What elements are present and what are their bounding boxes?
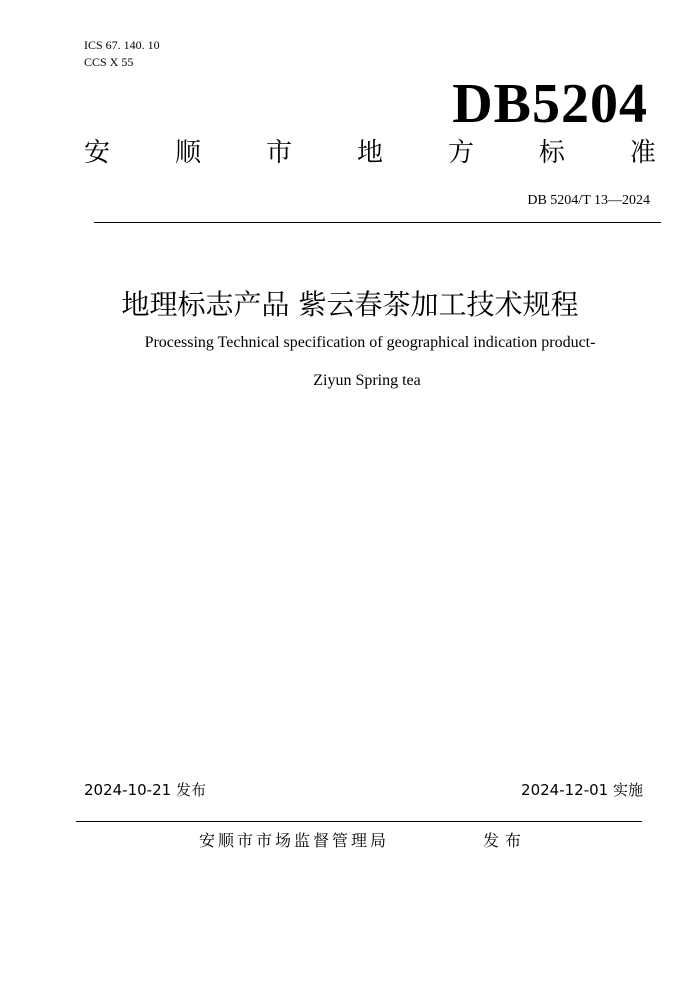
- standard-type: [84, 135, 656, 171]
- standard-type-char: 准: [629, 138, 656, 168]
- standard-type-char: 安: [84, 138, 111, 168]
- title-chinese: 地理标志产品 紫云春茶加工技术规程: [121, 288, 579, 321]
- issue-label: 发布: [483, 831, 528, 850]
- header-divider: [94, 222, 661, 223]
- ics-code: ICS 67. 140. 10: [84, 38, 160, 52]
- publish-date: 2024-10-21 发布: [84, 781, 206, 799]
- standard-type-char: 市: [265, 138, 292, 168]
- title-english-line1: Processing Technical specification of geographical indication product-: [144, 334, 596, 351]
- standard-number: DB 5204/T 13—2024: [527, 193, 650, 208]
- ccs-code: CCS X 55: [84, 55, 134, 69]
- title-english-line2: Ziyun Spring tea: [313, 372, 421, 389]
- standard-type-char: 标: [538, 138, 565, 168]
- footer-divider: [76, 821, 642, 822]
- publisher: 安顺市市场监督管理局: [199, 831, 390, 850]
- db-code-logo: DB5204: [452, 73, 648, 135]
- standard-type-char: 方: [447, 138, 474, 168]
- implement-date: 2024-12-01 实施: [521, 781, 643, 799]
- standard-type-char: 地: [356, 138, 383, 168]
- standard-type-char: 顺: [174, 138, 201, 168]
